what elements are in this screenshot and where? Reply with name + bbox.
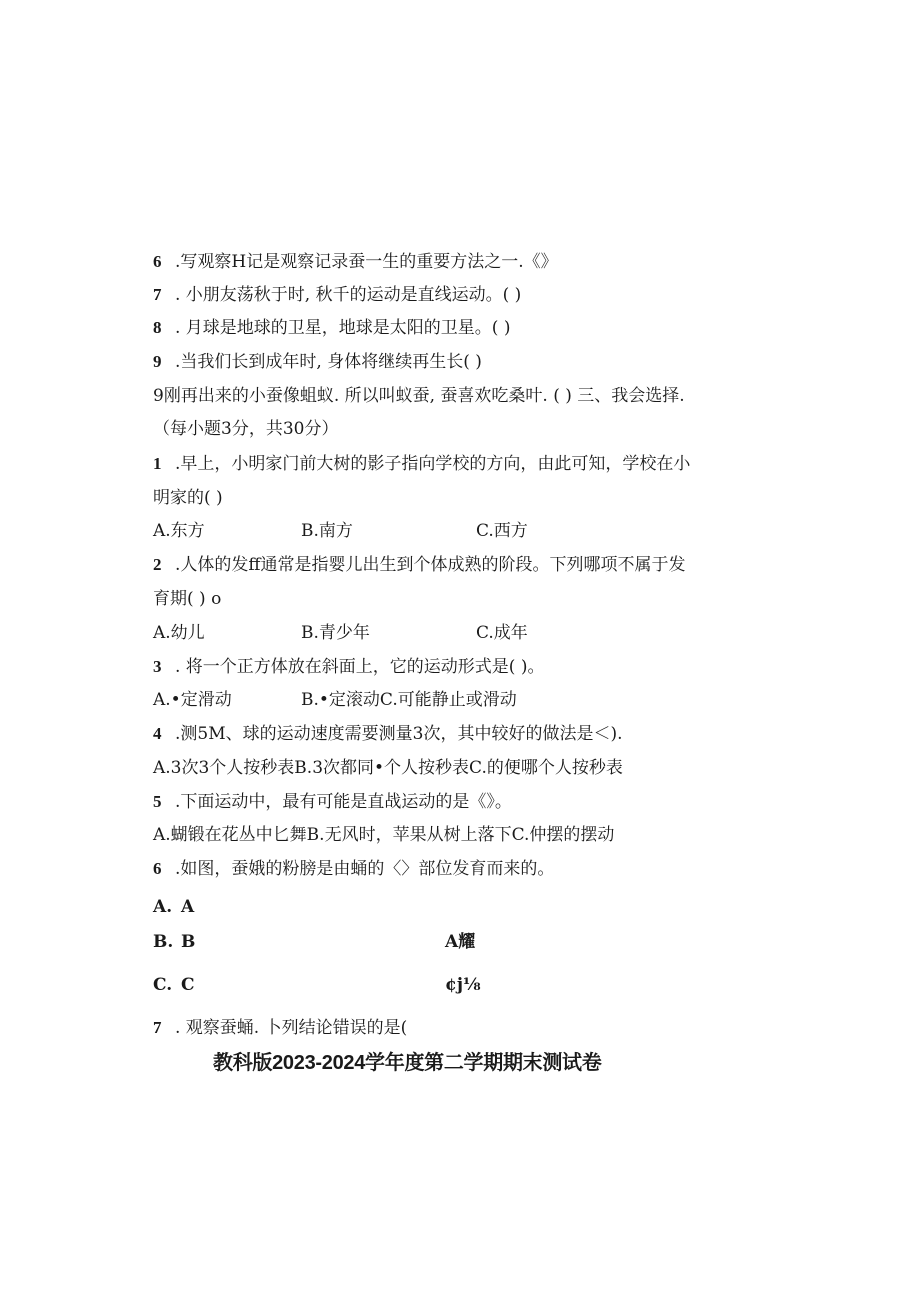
mc-question-2: 2 .人体的发ff通常是指婴儿出生到个体成熟的阶段。下列哪项不属于发 bbox=[153, 555, 686, 575]
figure-label-a: A耀 bbox=[445, 932, 476, 952]
question-text: . 观察蚕蛹. 卜列结论错误的是( bbox=[175, 1018, 408, 1038]
question-text: . 将一个正方体放在斜面上，它的运动形式是( )。 bbox=[175, 657, 545, 677]
question-text: . 月球是地球的卫星，地球是太阳的卫星。( ) bbox=[175, 318, 511, 338]
mc-question-4: 4 .测5M、球的运动速度需要测量3次，其中较好的做法是＜). bbox=[153, 724, 623, 744]
question-text: .下面运动中，最有可能是直战运动的是《》。 bbox=[175, 792, 512, 812]
option-a-label: A. bbox=[153, 897, 173, 917]
tf-question-7: 7 . 小朋友荡秋于时, 秋千的运动是直线运动。( ) bbox=[153, 285, 522, 305]
tf-question-9: 9 .当我们长到成年时, 身体将继续再生长( ) bbox=[153, 352, 482, 372]
option-c: C.成年 bbox=[476, 623, 528, 643]
mc-question-6: 6 .如图，蚕娥的粉膀是由蛹的〈〉部位发育而来的。 bbox=[153, 859, 555, 879]
option-b-label: B. bbox=[153, 932, 174, 952]
mc-question-3: 3 . 将一个正方体放在斜面上，它的运动形式是( )。 bbox=[153, 657, 545, 677]
figure-label-c: ¢j⅛ bbox=[445, 975, 481, 995]
tf-question-8: 8 . 月球是地球的卫星，地球是太阳的卫星。( ) bbox=[153, 318, 511, 338]
question-text: .当我们长到成年时, 身体将继续再生长( ) bbox=[175, 352, 482, 372]
question-text: .如图，蚕娥的粉膀是由蛹的〈〉部位发育而来的。 bbox=[175, 859, 555, 879]
exam-title: 教科版2023-2024学年度第二学期期末测试卷 bbox=[213, 1052, 602, 1074]
option-b: B.南方 bbox=[301, 521, 353, 541]
question-text: . 小朋友荡秋于时, 秋千的运动是直线运动。( ) bbox=[175, 285, 522, 305]
option-c-label: C. bbox=[153, 975, 173, 995]
question-text: .写观察H记是观察记录蚕一生的重要方法之一.《》 bbox=[175, 252, 558, 272]
mc-question-1: 1 .早上，小明家门前大树的影子指向学校的方向，由此可知，学校在小 bbox=[153, 454, 691, 474]
tf-question-10-and-section-heading: 9刚再出来的小蚕像蛆蚁. 所以叫蚁蚕, 蚕喜欢吃桑叶. ( ) 三、我会选择. bbox=[153, 386, 685, 406]
option-b: B.青少年 bbox=[301, 623, 370, 643]
mc-question-1-cont: 明家的( ) bbox=[153, 488, 223, 508]
option-c-value: C bbox=[181, 975, 195, 995]
option-b-value: B bbox=[181, 932, 196, 952]
option-c: C.西方 bbox=[476, 521, 528, 541]
section-note: （每小题3分，共30分） bbox=[153, 419, 339, 439]
mc-question-2-cont: 育期( ) o bbox=[153, 589, 222, 609]
question-text: .早上，小明家门前大树的影子指向学校的方向，由此可知，学校在小 bbox=[175, 454, 691, 474]
mc-question-4-options: A.3次3个人按秒表B.3次都同•个人按秒表C.的便哪个人按秒表 bbox=[153, 758, 623, 778]
mc-question-7: 7 . 观察蚕蛹. 卜列结论错误的是( bbox=[153, 1018, 408, 1038]
question-text: .人体的发ff通常是指婴儿出生到个体成熟的阶段。下列哪项不属于发 bbox=[175, 555, 686, 575]
mc-question-5-options: A.蝴锻在花丛中匕舞B.无风时，苹果从树上落下C.仲摆的摆动 bbox=[153, 825, 615, 845]
option-b-c: B.•定滚动C.可能静止或滑动 bbox=[301, 690, 517, 710]
mc-question-5: 5 .下面运动中，最有可能是直战运动的是《》。 bbox=[153, 792, 512, 812]
option-a: A.东方 bbox=[153, 521, 205, 541]
option-a: A.幼儿 bbox=[153, 623, 205, 643]
tf-question-6: 6 .写观察H记是观察记录蚕一生的重要方法之一.《》 bbox=[153, 252, 558, 272]
option-a: A.•定滑动 bbox=[153, 690, 232, 710]
option-a-value: A bbox=[181, 897, 195, 917]
question-text: .测5M、球的运动速度需要测量3次，其中较好的做法是＜). bbox=[175, 724, 623, 744]
